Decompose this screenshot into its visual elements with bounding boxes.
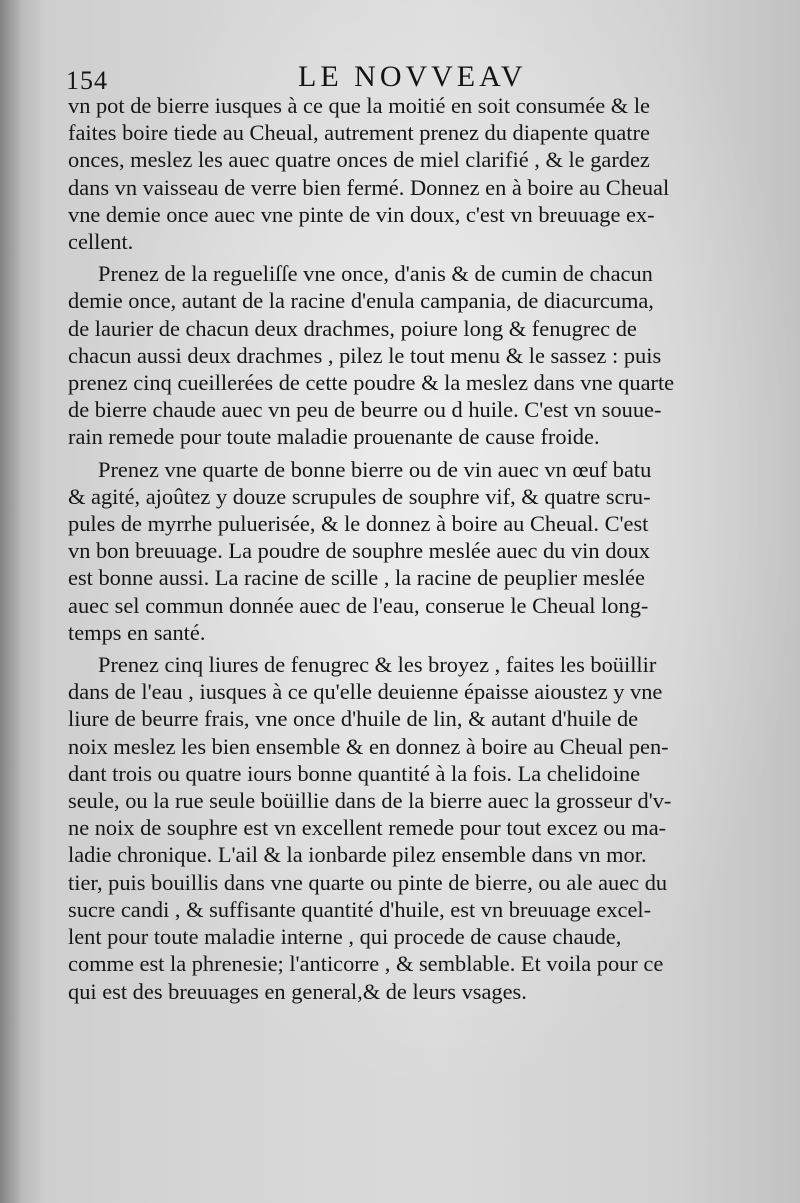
text-line: rain remede pour toute maladie prouenante de cause froide.	[68, 424, 600, 450]
paragraph-4	[68, 651, 750, 1005]
text-line: de laurier de chacun deux drachmes, poiure long & fenugrec de	[68, 315, 637, 341]
text-line: dans vn vaisseau de verre bien fermé. Donnez en à boire au Cheual	[68, 174, 670, 200]
paragraph-1	[68, 92, 750, 255]
body-text	[68, 92, 750, 1010]
text-line: vn bon breuuage. La poudre de souphre meslée auec du vin doux	[68, 538, 650, 564]
text-line: noix meslez les bien ensemble & en donnez à boire au Cheual pen-	[68, 733, 669, 759]
text-line: seule, ou la rue seule boüillie dans de la bierre auec la grosseur d'v-	[68, 788, 672, 814]
page-number: 154	[66, 66, 108, 95]
text-line: vn pot de bierre iusques à ce que la moitié en soit consumée & le	[68, 93, 650, 118]
text-line: ladie chronique. L'ail & la ionbarde pilez ensemble dans vn mor.	[68, 842, 647, 868]
text-line: temps en santé.	[68, 619, 206, 645]
text-line: comme est la phrenesie; l'anticorre , & semblable. Et voila pour ce	[68, 951, 664, 977]
text-line: dant trois ou quatre iours bonne quantité à la fois. La chelidoine	[68, 760, 641, 786]
text-line: faites boire tiede au Cheual, autrement prenez du diapente quatre	[68, 120, 650, 146]
text-line: demie once, autant de la racine d'enula campania, de diacurcuma,	[68, 288, 654, 314]
text-line: chacun aussi deux drachmes , pilez le tout menu & le sassez : puis	[68, 342, 662, 368]
text-line: pules de myrrhe puluerisée, & le donnez à boire au Cheual. C'est	[68, 511, 649, 537]
paragraph-2	[68, 260, 750, 450]
running-title: LE NOVVEAV	[298, 60, 527, 93]
text-line: Prenez cinq liures de fenugrec & les broyez , faites les boüillir	[98, 652, 657, 678]
text-line: liure de beurre frais, vne once d'huile de lin, & autant d'huile de	[68, 706, 639, 732]
text-line: dans de l'eau , iusques à ce qu'elle deuienne épaisse aioustez y vne	[68, 679, 663, 705]
page-gutter-shadow	[0, 0, 22, 1203]
text-line: onces, meslez les auec quatre onces de miel clarifié , & le gardez	[68, 147, 650, 173]
text-line: de bierre chaude auec vn peu de beurre ou d huile. C'est vn souue-	[68, 397, 662, 423]
text-line: Prenez de la regueliſſe vne once, d'anis & de cumin de chacun	[98, 261, 653, 287]
text-line: Prenez vne quarte de bonne bierre ou de vin auec vn œuf batu	[98, 456, 652, 482]
text-line: lent pour toute maladie interne , qui procede de cause chaude,	[68, 924, 622, 950]
text-line: sucre candi , & suffisante quantité d'huile, est vn breuuage excel-	[68, 896, 652, 922]
page-header	[66, 60, 766, 96]
text-line: tier, puis bouillis dans vne quarte ou pinte de bierre, ou ale auec du	[68, 869, 668, 895]
text-line: cellent.	[68, 229, 134, 255]
text-line: vne demie once auec vne pinte de vin doux, c'est vn breuuage ex-	[68, 201, 655, 227]
text-line: est bonne aussi. La racine de scille , la racine de peuplier meslée	[68, 565, 645, 591]
text-line: auec sel commun donnée auec de l'eau, conserue le Cheual long-	[68, 592, 649, 618]
text-line: & agité, ajoûtez y douze scrupules de souphre vif, & quatre scru-	[68, 483, 651, 509]
text-line: qui est des breuuages en general,& de leurs vsages.	[68, 978, 527, 1004]
text-line: ne noix de souphre est vn excellent remede pour tout excez ou ma-	[68, 815, 667, 841]
text-line: prenez cinq cueillerées de cette poudre & la meslez dans vne quarte	[68, 370, 675, 396]
paragraph-3	[68, 456, 750, 646]
